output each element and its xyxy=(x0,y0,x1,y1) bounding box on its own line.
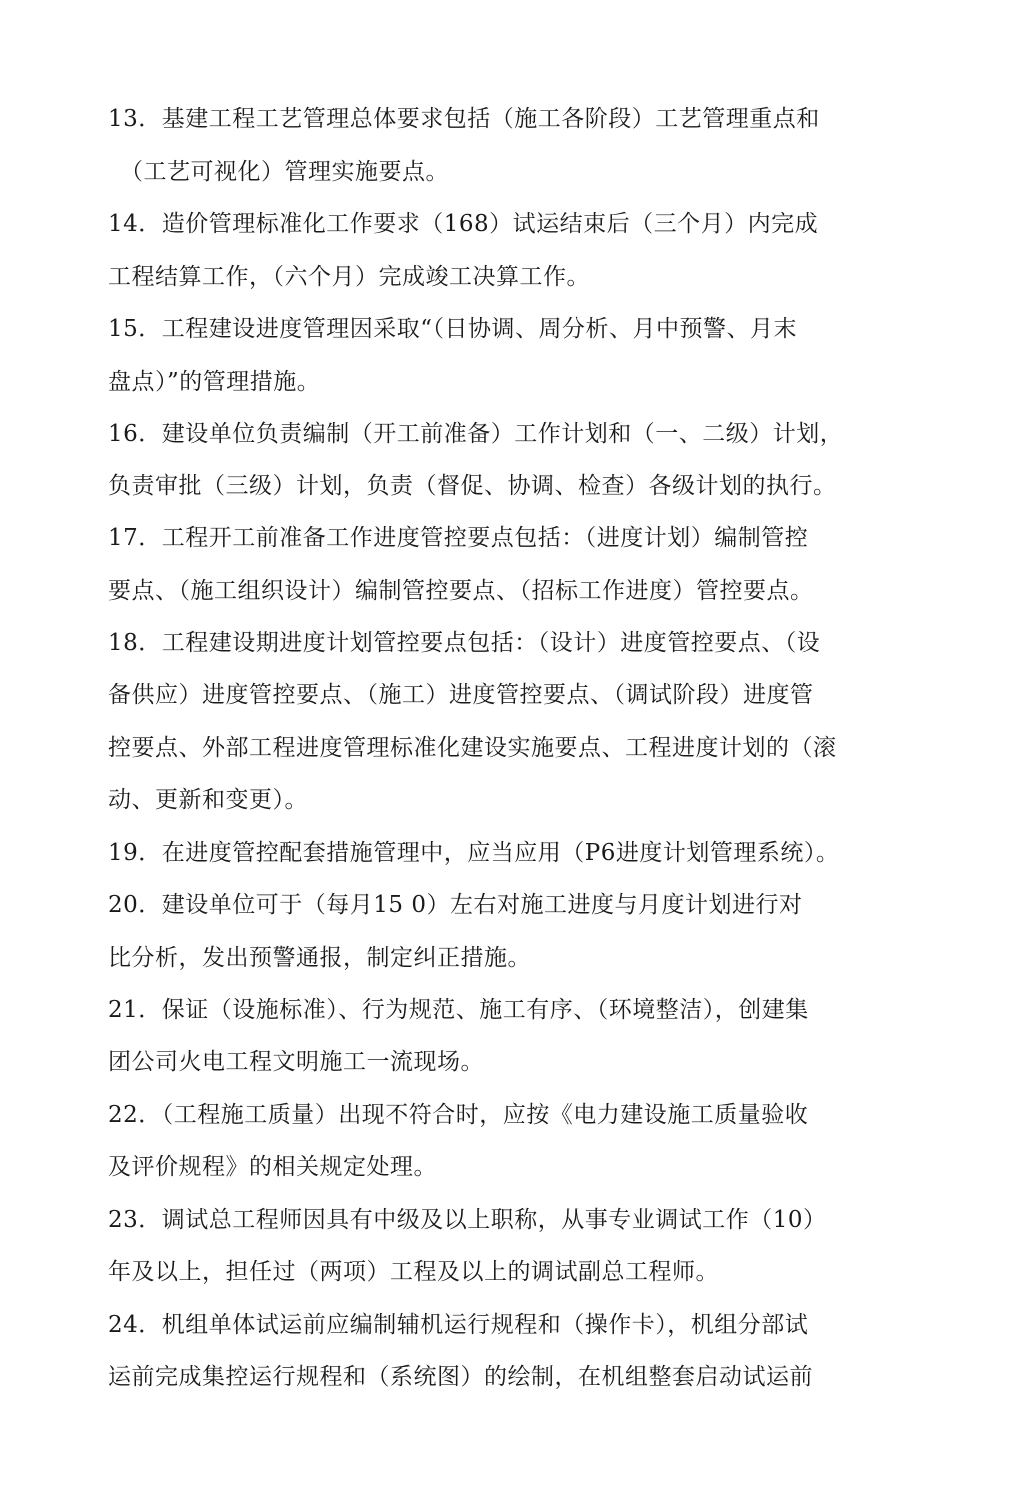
text-line: 团公司火电工程文明施工一流现场。 xyxy=(108,1049,484,1075)
text-line: 及评价规程》的相关规定处理。 xyxy=(108,1154,437,1180)
text-line: 备供应）进度管控要点、（施工）进度管控要点、（调试阶段）进度管 xyxy=(108,682,814,708)
text-line: 动、更新和变更）。 xyxy=(108,787,308,813)
text-line: 21．保证（设施标准）、行为规范、施工有序、（环境整洁），创建集 xyxy=(108,997,809,1023)
text-line: 16．建设单位负责编制（开工前准备）工作计划和（一、二级）计划， xyxy=(108,421,844,447)
text-line: 年及以上，担任过（两项）工程及以上的调试副总工程师。 xyxy=(108,1259,719,1285)
text-line: 17．工程开工前准备工作进度管控要点包括：（进度计划）编制管控 xyxy=(108,525,809,551)
text-line: 盘点）”的管理措施。 xyxy=(108,369,321,395)
text-line: 14．造价管理标准化工作要求（168）试运结束后（三个月）内完成 xyxy=(108,211,819,237)
text-line: 20．建设单位可于（每月15 0）左右对施工进度与月度计划进行对 xyxy=(108,892,803,918)
text-line: 18．工程建设期进度计划管控要点包括：（设计）进度管控要点、（设 xyxy=(108,630,821,656)
text-line: 23．调试总工程师因具有中级及以上职称，从事专业调试工作（10） xyxy=(108,1207,827,1233)
text-line: 要点、（施工组织设计）编制管控要点、（招标工作进度）管控要点。 xyxy=(108,578,814,604)
text-line: 13．基建工程工艺管理总体要求包括（施工各阶段）工艺管理重点和 xyxy=(108,106,820,132)
text-line: 19．在进度管控配套措施管理中，应当应用（P6进度计划管理系统）。 xyxy=(108,840,840,866)
text-line: 24．机组单体试运前应编制辅机运行规程和（操作卡），机组分部试 xyxy=(108,1312,809,1338)
text-line: 15．工程建设进度管理因采取“（日协调、周分析、月中预警、月末 xyxy=(108,316,798,342)
text-line: 控要点、外部工程进度管理标准化建设实施要点、工程进度计划的（滚 xyxy=(108,735,837,761)
text-line: （工艺可视化）管理实施要点。 xyxy=(120,159,449,185)
text-line: 22．（工程施工质量）出现不符合时，应按《电力建设施工质量验收 xyxy=(108,1102,809,1128)
text-line: 负责审批（三级）计划，负责（督促、协调、检查）各级计划的执行。 xyxy=(108,473,837,499)
text-line: 工程结算工作，（六个月）完成竣工决算工作。 xyxy=(108,264,590,290)
text-line: 运前完成集控运行规程和（系统图）的绘制，在机组整套启动试运前 xyxy=(108,1364,813,1390)
text-line: 比分析，发出预警通报，制定纠正措施。 xyxy=(108,945,531,971)
